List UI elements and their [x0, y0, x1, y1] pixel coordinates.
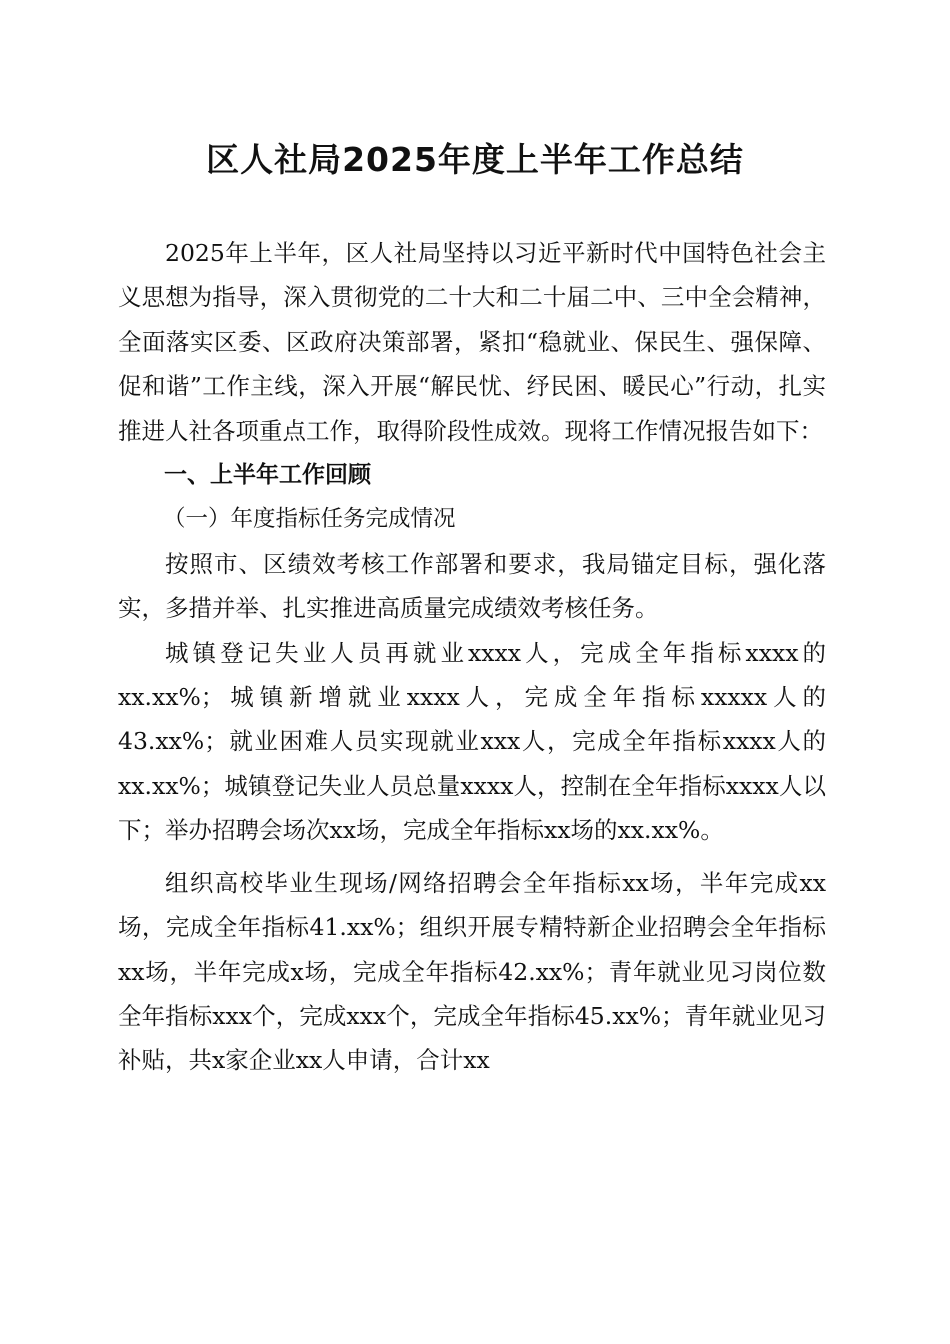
- body-paragraph: 按照市、区绩效考核工作部署和要求，我局锚定目标，强化落实，多措并举、扎实推进高质量完成绩效考核任务。: [118, 549, 826, 623]
- body-paragraph: 城镇登记失业人员再就业xxxx人，完成全年指标xxxx的xx.xx%；城镇新增就业xxxx人，完成全年指标xxxxx人的43.xx%；就业困难人员实现就业xxx人，完成全年指标xxxx人的xx.xx%；城镇登记失业人员总量xxxx人，控制在全年指标xxxx人以下；举办招聘会场次xx场，完成全年指标xx场的xx.xx%。: [118, 638, 826, 845]
- section-heading: 一、上半年工作回顾: [164, 462, 371, 489]
- subsection-heading: （一）年度指标任务完成情况: [163, 506, 456, 533]
- document-title: 区人社局2025年度上半年工作总结: [206, 140, 744, 179]
- intro-paragraph: 2025年上半年，区人社局坚持以习近平新时代中国特色社会主义思想为指导，深入贯彻党的二十大和二十届二中、三中全会精神，全面落实区委、区政府决策部署，紧扣“稳就业、保民生、强保障、促和谐”工作主线，深入开展“解民忧、纾民困、暖民心”行动，扎实推进人社各项重点工作，取得阶段性成效。现将工作情况报告如下：: [118, 239, 826, 445]
- document-body: [118, 231, 826, 1083]
- body-paragraph: 组织高校毕业生现场/网络招聘会全年指标xx场，半年完成xx场，完成全年指标41.xx%；组织开展专精特新企业招聘会全年指标xx场，半年完成x场，完成全年指标42.xx%；青年就业见习岗位数全年指标xxx个，完成xxx个，完成全年指标45.xx%；青年就业见习补贴，共x家企业xx人申请，合计xx: [118, 868, 826, 1075]
